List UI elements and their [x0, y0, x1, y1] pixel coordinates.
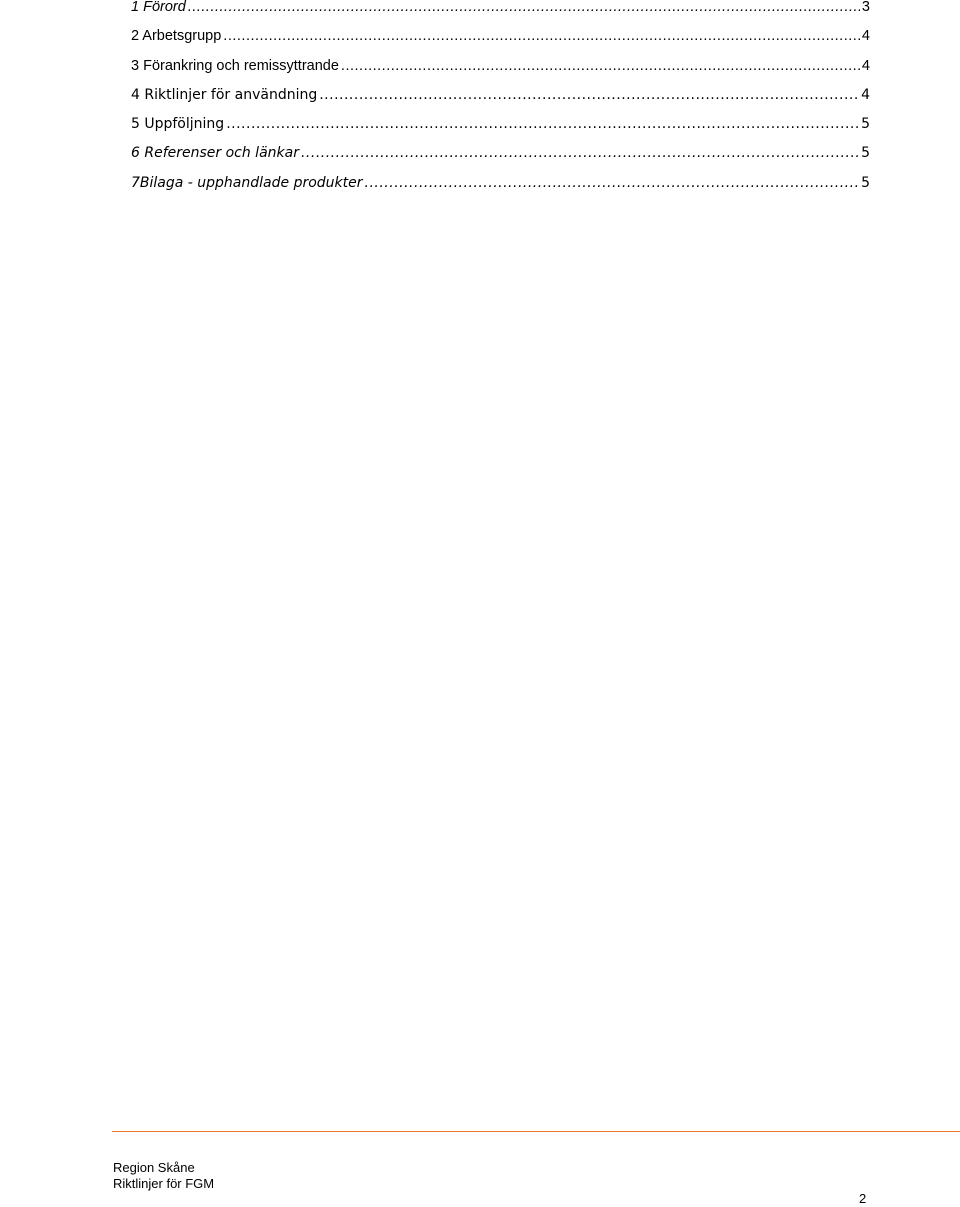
toc-entry-title: 6 Referenser och länkar: [131, 145, 299, 162]
toc-entry-title: 1 Förord: [131, 0, 186, 15]
toc-dot-leader: [365, 175, 860, 191]
footer-organization: Region Skåne: [113, 1160, 195, 1175]
toc-entry-forord[interactable]: [131, 0, 870, 28]
toc-dot-leader: [188, 0, 860, 15]
footer-document-title: Riktlinjer för FGM: [113, 1176, 215, 1191]
toc-entry-forankring[interactable]: [131, 58, 870, 87]
toc-dot-leader: [319, 87, 859, 103]
toc-entry-bilaga[interactable]: [131, 175, 870, 204]
toc-entry-riktlinjer[interactable]: [131, 87, 870, 116]
toc-entry-title: 3 Förankring och remissyttrande: [131, 57, 339, 74]
toc-dot-leader: [301, 145, 859, 161]
toc-dot-leader: [341, 58, 860, 74]
toc-entry-title: 2 Arbetsgrupp: [131, 28, 222, 45]
toc-entry-uppfoljning[interactable]: [131, 116, 870, 145]
toc-entry-page: 5: [861, 145, 870, 162]
toc-entry-title: 7Bilaga - upphandlade produkter: [131, 174, 363, 191]
footer-divider: [112, 1131, 960, 1132]
toc-entry-page: 4: [861, 28, 870, 45]
toc-entry-page: 5: [861, 174, 870, 191]
toc-entry-page: 3: [861, 0, 870, 15]
toc-entry-referenser[interactable]: [131, 145, 870, 174]
toc-entry-arbetsgrupp[interactable]: [131, 28, 870, 57]
toc-entry-page: 5: [861, 116, 870, 133]
toc-dot-leader: [223, 28, 860, 44]
toc-entry-title: 4 Riktlinjer för användning: [131, 86, 318, 103]
toc-entry-page: 4: [861, 57, 870, 74]
toc-entry-page: 4: [861, 86, 870, 103]
footer-text: [113, 1160, 214, 1192]
toc-dot-leader: [226, 116, 859, 132]
table-of-contents: [131, 0, 870, 204]
page-number: 2: [859, 1191, 867, 1206]
toc-entry-title: 5 Uppföljning: [131, 116, 225, 133]
